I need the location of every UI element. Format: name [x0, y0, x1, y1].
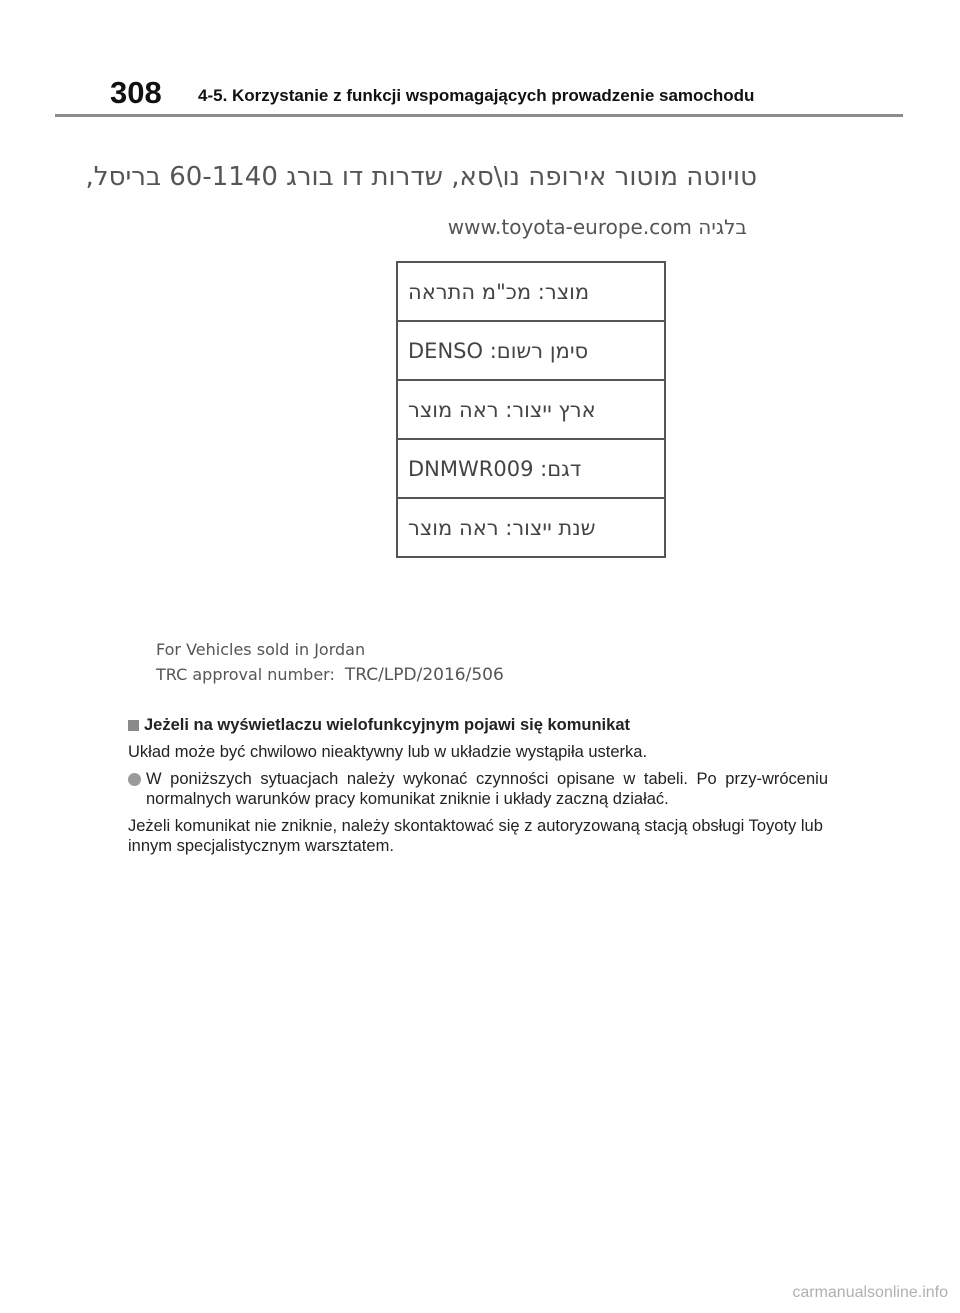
page-number: 308: [110, 75, 162, 110]
jordan-line: For Vehicles sold in Jordan: [156, 640, 366, 659]
label-row-product: מוצר: מכ"מ התראה: [398, 263, 664, 322]
trc-line: [156, 662, 504, 688]
circle-bullet-icon: [128, 773, 141, 786]
label-row-country: ארץ ייצור: ראה מוצר: [398, 381, 664, 440]
square-bullet-icon: [128, 720, 139, 731]
trc-label: TRC approval number:: [156, 665, 335, 684]
watermark: carmanualsonline.info: [792, 1284, 948, 1301]
bullet-item: [128, 769, 828, 809]
main-content: [128, 715, 828, 863]
heading-text: Jeżeli na wyświetlaczu wielofunkcyjnym pojawi się komunikat: [144, 716, 630, 734]
paragraph: Układ może być chwilowo nieaktywny lub w układzie wystąpiła usterka.: [128, 743, 648, 761]
bullet-text: W poniższych sytuacjach należy wykonać czynności opisane w tabeli. Po przy-wróceniu normalnych warunków pracy komunikat zniknie i układy zaczną działać.: [146, 770, 828, 808]
section-heading: [128, 715, 828, 735]
label-row-trademark: סימן רשום: DENSO: [398, 322, 664, 381]
jordan-approval: [156, 637, 504, 688]
label-row-model: דגם: DNMWR009: [398, 440, 664, 499]
hebrew-address-line: טויוטה מוטור אירופה נו\סא, שדרות דו בורג 60-1140 בריסל,: [85, 162, 757, 192]
certification-label-table: [396, 261, 666, 558]
label-row-year: שנת ייצור: ראה מוצר: [398, 499, 664, 558]
section-title: 4-5. Korzystanie z funkcji wspomagających prowadzenie samochodu: [198, 86, 755, 105]
hebrew-country-line: www.toyota-europe.com בלגיה: [447, 215, 747, 239]
header-rule: [55, 114, 903, 117]
trc-number: TRC/LPD/2016/506: [344, 665, 504, 685]
paragraph-contact: Jeżeli komunikat nie zniknie, należy skontaktować się z autoryzowaną stacją obsługi Toyoty lub innym specjalistycznym warsztatem.: [128, 817, 823, 855]
